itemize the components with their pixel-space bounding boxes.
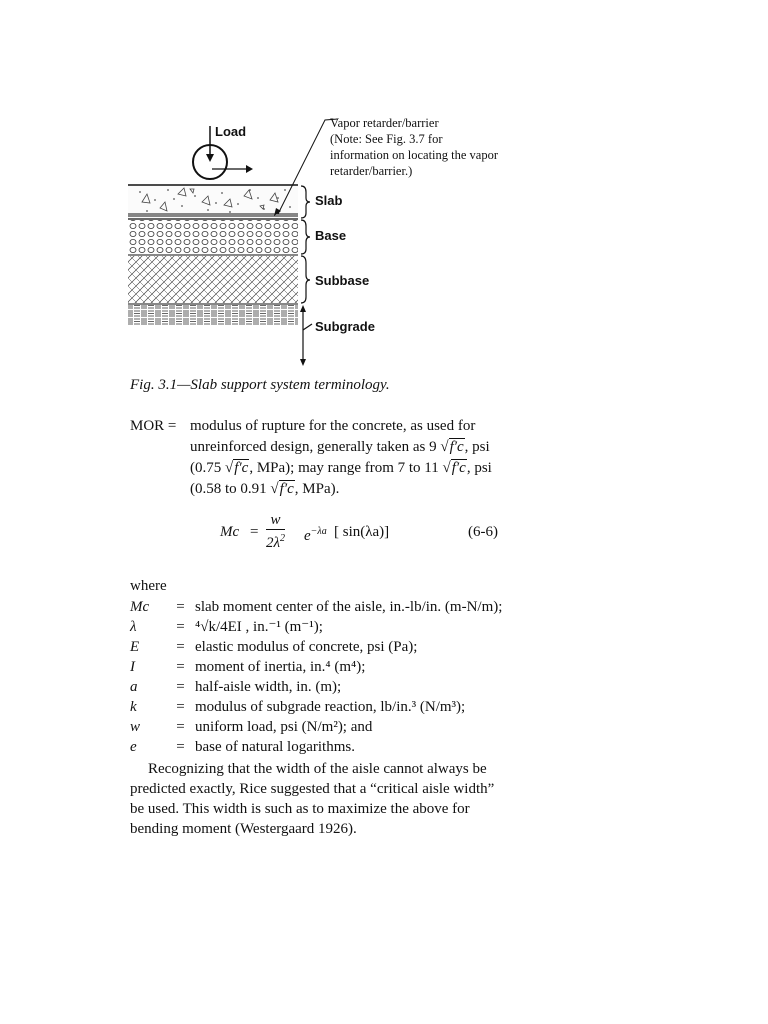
where-symbol: E [130,639,140,655]
where-symbol: w [130,719,141,735]
radicand: f′c [449,439,464,455]
where-eq: = [176,599,185,615]
mor-text: , psi [466,460,492,476]
vapor-note-line: information on locating the vapor [330,148,499,162]
where-text: moment of inertia, in.⁴ (m⁴); [195,659,366,675]
where-eq: = [176,739,185,755]
layer-label-slab: Slab [315,193,343,208]
eq-number: (6-6) [468,524,498,540]
layer-label-subbase: Subbase [315,273,370,288]
where-text: slab moment center of the aisle, in.-lb/in. (m-N/m); [195,599,503,615]
where-heading: where [130,578,167,594]
where-eq: = [176,659,185,675]
eq-denominator [266,530,285,552]
radicand: f′c [279,481,294,497]
paragraph-line: bending moment (Westergaard 1926). [130,821,357,837]
equation-6-6 [220,512,510,552]
mor-term: MOR = [130,418,177,434]
mor-line-3 [190,458,492,478]
mor-text: (0.75 [190,460,222,476]
where-text: uniform load, psi (N/m²); and [195,719,373,735]
eq-lhs: Mc [220,524,240,540]
paragraph-line: predicted exactly, Rice suggested that a “critical aisle width” [130,781,495,797]
mor-text: , MPa). [294,481,340,497]
paragraph-line: be used. This width is such as to maximize the above for [130,801,470,817]
eq-fraction [266,512,285,552]
layer-label-base: Base [315,228,347,243]
where-row [130,717,372,737]
where-row [130,617,323,637]
layer-label-subgrade: Subgrade [315,319,375,334]
where-row [130,637,417,657]
where-row [130,737,355,757]
where-text: half-aisle width, in. (m); [195,679,342,695]
where-symbol: λ [130,619,137,635]
vapor-note-line: retarder/barrier.) [330,164,413,178]
body-paragraph [130,759,494,839]
where-eq: = [176,619,185,635]
where-text: ⁴√k/4EI , in.⁻¹ (m⁻¹); [195,619,323,635]
sqrt-fc: √f′c [442,460,466,476]
eq-numerator: w [266,512,285,530]
radicand: f′c [451,460,466,476]
where-row [130,677,341,697]
load-label: Load [215,124,247,139]
denominator-exp: 2 [280,533,285,544]
where-eq: = [176,639,185,655]
where-row [130,657,365,677]
eq-exp [304,522,327,546]
sqrt-fc: √f′c [440,439,464,455]
where-symbol: k [130,699,137,715]
mor-line-2 [190,437,490,457]
vapor-note-line: (Note: See Fig. 3.7 for [330,132,443,146]
where-symbol: Mc [130,599,150,615]
mor-text: , psi [464,439,490,455]
mor-line-4 [190,479,339,499]
where-eq: = [176,679,185,695]
vapor-note-line: Vapor retarder/barrier [330,116,439,130]
sqrt-fc: √f′c [270,481,294,497]
figure-caption: Fig. 3.1—Slab support system terminology. [130,377,390,393]
where-row [130,597,502,617]
exp-base: e [304,528,311,544]
where-eq: = [176,719,185,735]
eq-rhs: [ sin(λa)] [334,524,390,540]
slab-support-figure [120,110,520,372]
where-text: elastic modulus of concrete, psi (Pa); [195,639,418,655]
sqrt-fc: √f′c [225,460,249,476]
mor-text: unreinforced design, generally taken as 9 [190,439,437,455]
where-row [130,697,465,717]
denominator-text: 2λ [266,535,280,551]
where-eq: = [176,699,185,715]
where-text: base of natural logarithms. [195,739,355,755]
radicand: f′c [234,460,249,476]
mor-text: , MPa); may range from 7 to 11 [249,460,439,476]
vapor-note [330,115,498,179]
where-symbol: I [130,659,135,675]
eq-equals: = [250,524,259,540]
exp-power: −λa [310,526,327,537]
mor-line-1: modulus of rupture for the concrete, as used for [190,418,476,434]
where-symbol: e [130,739,137,755]
mor-text: (0.58 to 0.91 [190,481,267,497]
paragraph-line: Recognizing that the width of the aisle cannot always be [148,761,487,777]
where-symbol: a [130,679,138,695]
where-text: modulus of subgrade reaction, lb/in.³ (N/m³); [195,699,466,715]
